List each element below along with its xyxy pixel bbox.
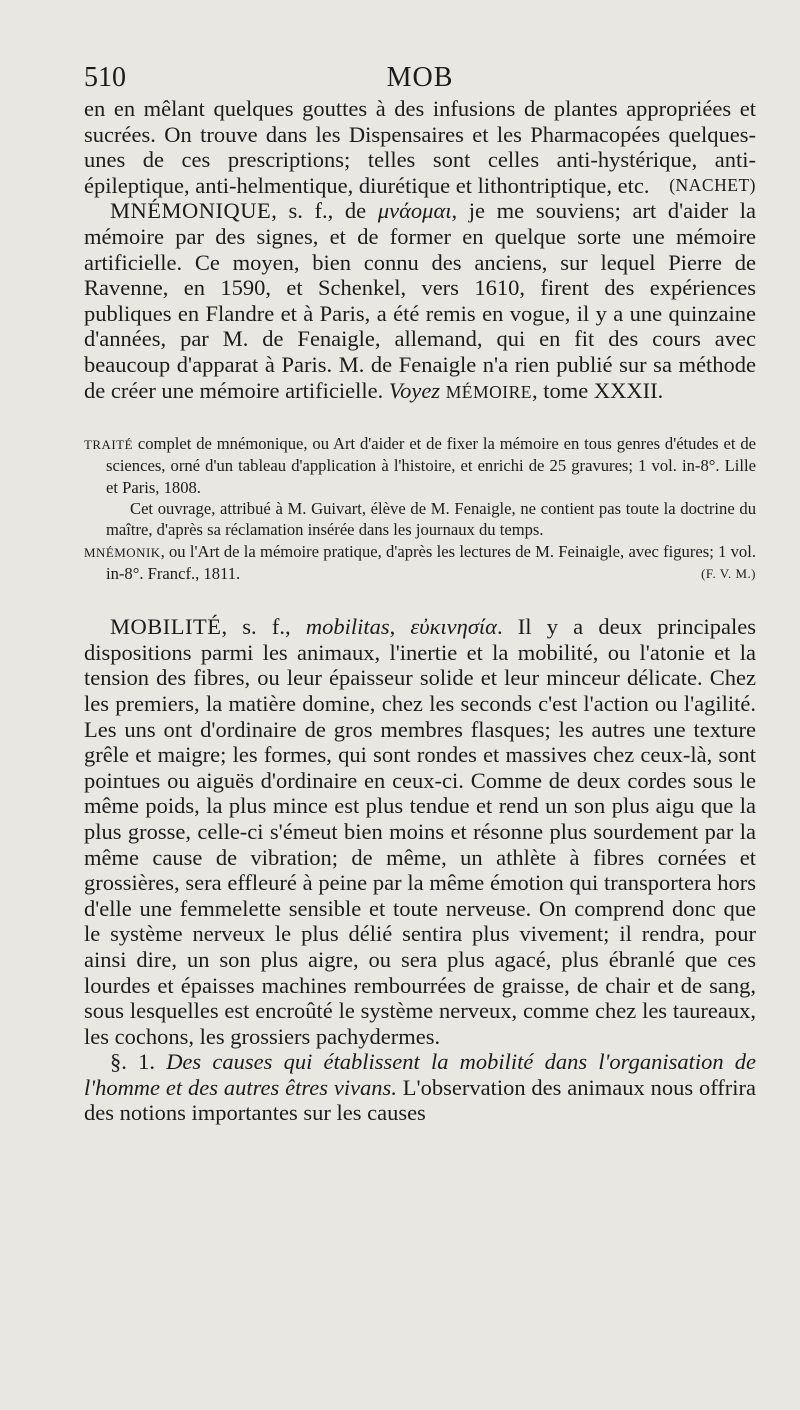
biblio-note: Cet ouvrage, attribué à M. Guivart, élève de M. Fenaigle, ne contient pas toute la doctrine du maître, d'après sa réclamation insérée dans les journaux du temps. [106, 499, 756, 540]
cross-reference: MÉMOIRE [445, 381, 532, 402]
section-title: Des causes qui établissent la mobilité dans l'organisation de l'homme et des autres êtres vivans. [84, 1049, 757, 1100]
entry-text: . Il y a deux principales dispositions parmi les animaux, l'inertie et la mobilité, ou l'atonie et la tension des fibres, ou leur épaisseur solide et leur minceur délicate. Chez les premiers, la matière domine, chez les seconds c'est l'action ou l'agilité. Les uns ont d'ordinaire de gros membres flasques; les autres une texture grêle et maigre; les formes, qui sont rondes et massives chez ceux-là, sont pointues ou aiguës d'ordinaire en ceux-ci. Comme de deux cordes sous le même poids, la plus mince est plus tendue et rend un son plus aigu que la plus grosse, celle-ci s'émeut bien moins et résonne plus sourdement par la même cause de vibration; de même, un athlète à fibres cornées et grossières, sera effleuré à peine par la même émotion qui transportera hors d'elle une femmelette sensible et toute nerveuse. On comprend donc que le système nerveux le plus délié sentira plus vivement; il rendra, pour ainsi dire, un son plus aigre, ou sera plus agacé, plus ébranlé que ces lourdes et épaisses machines rembourrées de graisse, de chair et de sang, sous lesquelles est encroûté le système nerveux, comme chez les taureaux, les cochons, les grossiers pachydermes. [84, 614, 757, 1049]
tome-reference: , tome XXXII. [531, 377, 664, 403]
headword-mobilite: MOBILITÉ [110, 614, 222, 640]
voyez-label: Voyez [388, 377, 441, 403]
grammar-note: , s. f., [221, 614, 306, 640]
paragraph-text: en en mêlant quelques gouttes à des infusions de plantes appropriées et sucrées. On trouve dans les Dispensaires et les Pharmacopées quelques-unes de ces prescriptions; telles sont celles anti-hystérique, anti-épileptique, anti-helmentique, diurétique et lithontriptique, etc. [84, 96, 756, 198]
greek-etymon: εὐκινησία [410, 614, 497, 640]
entry-mnemonique [84, 198, 756, 405]
biblio-text: complet de mnémonique, ou Art d'aider et de fixer la mémoire en tous genres d'études et de sciences, orné d'un tableau d'application à l'histoire, et enrichi de 25 gravures; 1 vol. in-8°. Lille et Paris, 1808. [106, 434, 756, 497]
biblio-entry [84, 433, 756, 498]
greek-etymon: μνάομαι [377, 198, 452, 224]
entry-mobilite: MOBILITÉ, s. f., mobilitas, εὐκινησία. Il y a deux principales dispositions parmi les animaux, l'inertie et la mobilité, ou l'atonie et la tension des fibres, ou leur épaisseur solide et leur minceur délicate. Chez les premiers, la matière domine, chez les seconds c'est l'action ou l'agilité. Les uns ont d'ordinaire de gros membres flasques; les autres une texture grêle et maigre; les formes, qui sont rondes et massives chez ceux-là, sont pointues ou aiguës d'ordinaire en ceux-ci. Comme de deux cordes sous le même poids, la plus mince est plus tendue et rend un son plus aigu que la plus grosse, celle-ci s'émeut bien moins et résonne plus sourdement par la même cause de vibration; de même, un athlète à fibres cornées et grossières, sera effleuré à peine par la même émotion qui transportera hors d'elle une femmelette sensible et toute nerveuse. On comprend donc que le système nerveux le plus délié sentira plus vivement; il rendra, pour ainsi dire, un son plus aigre, ou sera plus agacé, plus ébranlé que ces lourdes et épaisses machines rembourrées de graisse, de chair et de sang, sous lesquelles est encroûté le système nerveux, comme chez les taureaux, les cochons, les grossiers pachydermes. [84, 614, 757, 1049]
section-paragraph [84, 1049, 756, 1126]
biblio-lead: MNÉMONIK [84, 544, 161, 560]
entry-text: , je me souviens; art d'aider la mémoire par des signes, et de former en quelque sorte une mémoire artificielle. Ce moyen, bien connu des anciens, sur lequel Pierre de Ravenne, en 1590, et Schenkel, vers 1610, firent des expériences publiques en Flandre et à Paris, a été remis en vogue, il y a une quinzaine d'années, par M. de Fenaigle, allemand, qui en fit des cours avec beaucoup d'apparat à Paris. M. de Fenaigle n'a rien publié sur sa méthode de créer une mémoire artificielle. [84, 198, 756, 403]
running-header [84, 62, 756, 94]
headword-mnemonique: MNÉMONIQUE [110, 198, 272, 224]
section-mark: §. 1. [110, 1049, 155, 1075]
section-text: L'observation des animaux nous offrira des notions importantes sur les causes [84, 1074, 756, 1126]
grammar-note: , s. f., de [271, 198, 378, 224]
author-signature-nachet: (NACHET) [669, 174, 756, 195]
biblio-text: , ou l'Art de la mémoire pratique, d'après les lectures de M. Feinaigle, avec figures; 1 vol. in-8°. Francf., 1811. [106, 541, 756, 583]
running-head-word: MOB [386, 62, 454, 93]
page-number: 510 [84, 62, 126, 93]
paragraph-continuation [84, 96, 756, 198]
author-signature-fvm: (F. V. M.) [701, 565, 756, 581]
latin-etymon: mobilitas [305, 614, 390, 640]
biblio-lead: TRAITÉ [84, 437, 133, 453]
biblio-entry [84, 541, 756, 585]
bibliography [84, 433, 756, 584]
page-body [84, 96, 756, 1126]
